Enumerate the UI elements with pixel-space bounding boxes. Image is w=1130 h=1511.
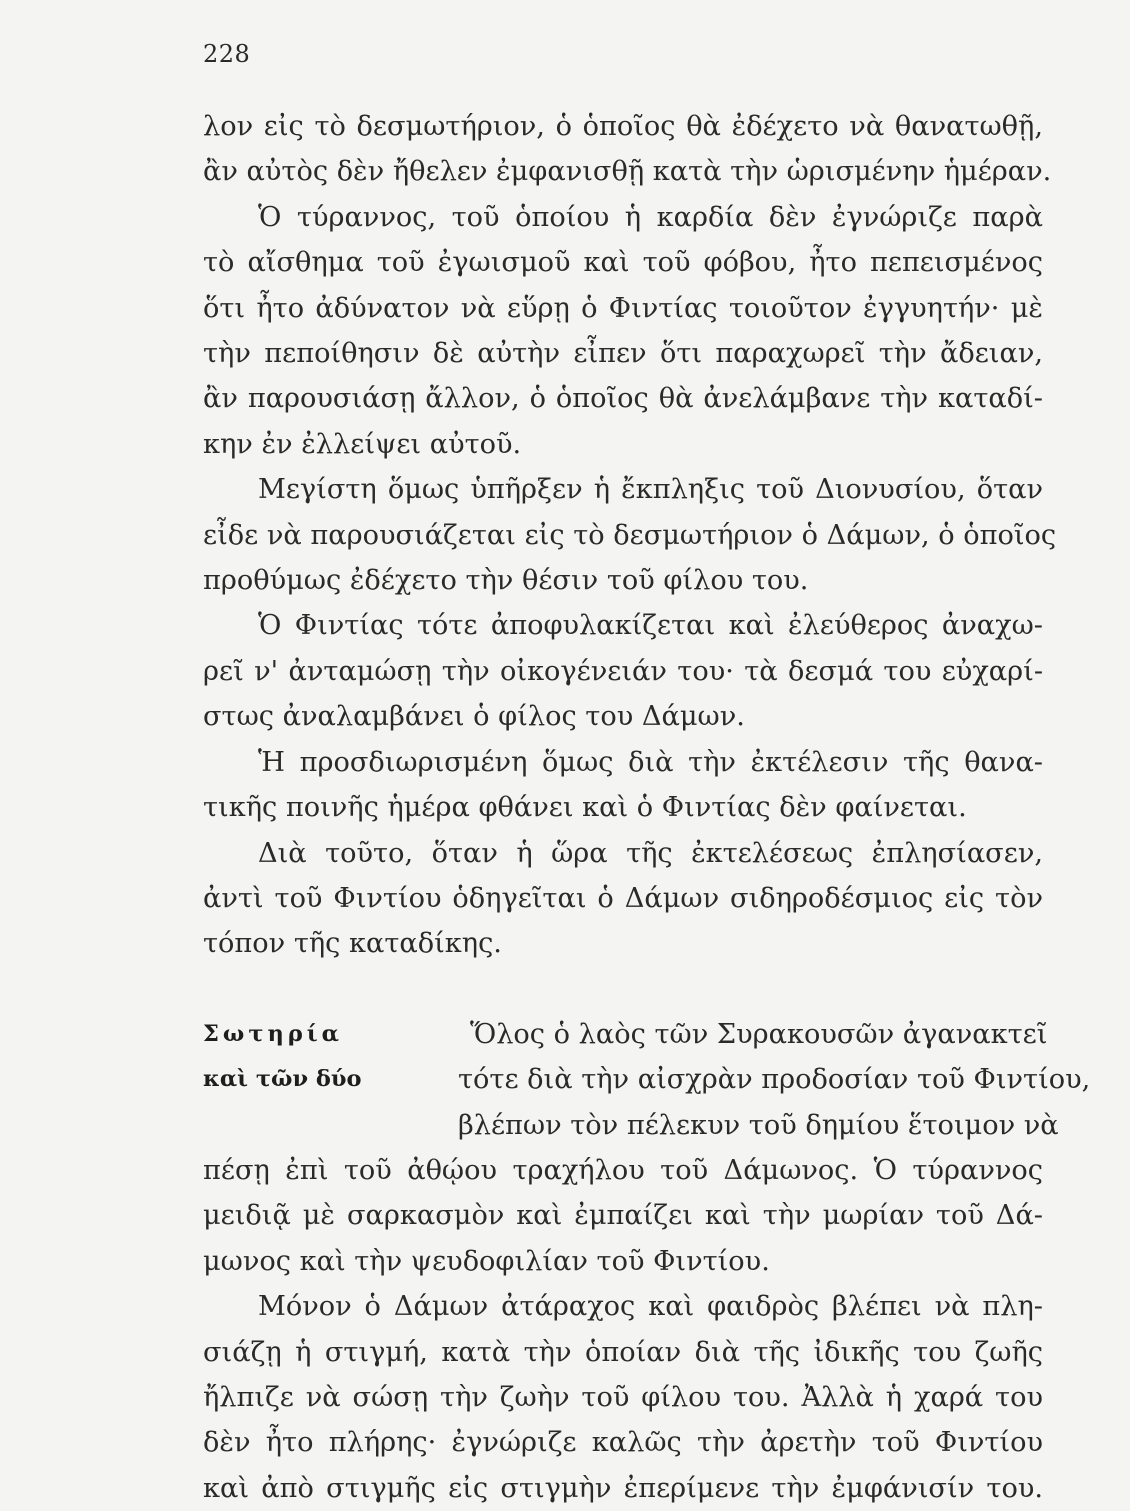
text-line: Διὰ τοῦτο, ὅταν ἡ ὥρα τῆς ἐκτελέσεως ἐπλησίασεν, [258, 837, 1043, 869]
text-line: πέσῃ ἐπὶ τοῦ ἀθῴου τραχήλου τοῦ Δάμωνος. Ὁ τύραννος [203, 1154, 1043, 1186]
text-line: βλέπων τὸν πέλεκυν τοῦ δημίου ἕτοιμον νὰ [458, 1109, 1059, 1141]
text-line: μειδιᾷ μὲ σαρκασμὸν καὶ ἐμπαίζει καὶ τὴν μωρίαν τοῦ Δά- [203, 1200, 1043, 1232]
text-line: ὅτι ἦτο ἀδύνατον νὰ εὕρῃ ὁ Φιντίας τοιοῦτον ἐγγυητήν· μὲ [203, 292, 1043, 324]
text-line: Ὁ Φιντίας τότε ἀποφυλακίζεται καὶ ἐλεύθερος ἀναχω- [258, 610, 1043, 642]
sidenote-row [203, 1103, 1059, 1148]
text-line: λον εἰς τὸ δεσμωτήριον, ὁ ὁποῖος θὰ ἐδέχετο νὰ θανατωθῇ, [203, 111, 1043, 142]
text-line: μωνος καὶ τὴν ψευδοφιλίαν τοῦ Φιντίου. [203, 1245, 770, 1277]
text-line: τότε διὰ τὴν αἰσχρὰν προδοσίαν τοῦ Φιντίου, [458, 1064, 1091, 1096]
text-line: Ὁ τύραννος, τοῦ ὁποίου ἡ καρδία δὲν ἐγνώριζε παρὰ [258, 201, 1043, 233]
text-line: ἀντὶ τοῦ Φιντίου ὁδηγεῖται ὁ Δάμων σιδηροδέσμιος εἰς τὸν [203, 882, 1043, 914]
text-line: δὲν ἦτο πλήρης· ἐγνώριζε καλῶς τὴν ἀρετὴν τοῦ Φιντίου [203, 1427, 1043, 1459]
text-line: ἤλπιζε νὰ σώσῃ τὴν ζωὴν τοῦ φίλου του. Ἀλλὰ ἡ χαρά του [203, 1381, 1043, 1413]
text-line: κην ἐν ἐλλείψει αὐτοῦ. [203, 428, 522, 460]
text-line: εἶδε νὰ παρουσιάζεται εἰς τὸ δεσμωτήριον ὁ Δάμων, ὁ ὁποῖος [203, 519, 1057, 551]
body-text [203, 104, 1091, 1511]
text-line: τόπον τῆς καταδίκης. [203, 928, 502, 960]
text-line: καὶ ἀπὸ στιγμῆς εἰς στιγμὴν ἐπερίμενε τὴν ἐμφάνισίν του. [203, 1472, 1043, 1504]
text-line: τικῆς ποινῆς ἡμέρα φθάνει καὶ ὁ Φιντίας δὲν φαίνεται. [203, 792, 967, 824]
text-line: προθύμως ἐδέχετο τὴν θέσιν τοῦ φίλου του. [203, 565, 809, 597]
text-line: ἂν αὐτὸς δὲν ἤθελεν ἐμφανισθῇ κατὰ τὴν ὡρισμένην ἡμέραν. [203, 156, 1052, 188]
text-line: Μόνον ὁ Δάμων ἀτάραχος καὶ φαιδρὸς βλέπει νὰ πλη- [258, 1291, 1043, 1323]
sidenote-row [203, 1012, 1048, 1057]
text-line: ἂν παρουσιάσῃ ἄλλον, ὁ ὁποῖος θὰ ἀνελάμβανε τὴν καταδί- [203, 383, 1043, 415]
text-line: Ὅλος ὁ λαὸς τῶν Συρακουσῶν ἀγανακτεῖ [470, 1018, 1048, 1050]
text-line: σιάζῃ ἡ στιγμή, κατὰ τὴν ὁποίαν διὰ τῆς ἰδικῆς του ζωῆς [203, 1336, 1043, 1368]
text-line: ρεῖ ν' ἀνταμώσῃ τὴν οἰκογένειάν του· τὰ δεσμά του εὐχαρί- [203, 655, 1043, 687]
sidenote-heading: Σωτηρία [203, 1020, 343, 1047]
text-line: Ἡ προσδιωρισμένη ὅμως διὰ τὴν ἐκτέλεσιν τῆς θανα- [258, 746, 1043, 778]
sidenote-row [203, 1057, 1091, 1102]
text-line: τὴν πεποίθησιν δὲ αὐτὴν εἶπεν ὅτι παραχωρεῖ τὴν ἄδειαν, [203, 338, 1043, 370]
text-line: τὸ αἴσθημα τοῦ ἐγωισμοῦ καὶ τοῦ φόβου, ἦτο πεπεισμένος [203, 247, 1043, 279]
page-number: 228 [203, 40, 251, 68]
text-line: Μεγίστη ὅμως ὑπῆρξεν ἡ ἔκπληξις τοῦ Διονυσίου, ὅταν [258, 474, 1043, 506]
sidenote-subheading: καὶ τῶν δύο [203, 1066, 362, 1093]
text-line: στως ἀναλαμβάνει ὁ φίλος του Δάμων. [203, 701, 745, 733]
